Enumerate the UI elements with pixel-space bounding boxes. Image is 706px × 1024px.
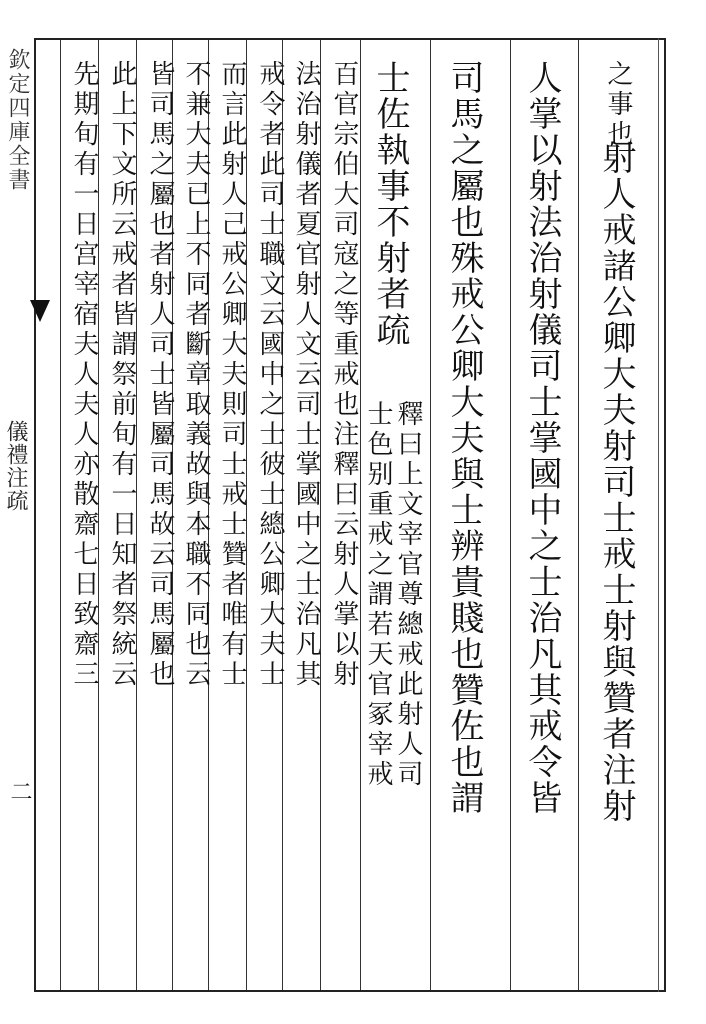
page-frame-left [34, 38, 36, 992]
text-column: 司馬之屬也殊戒公卿大夫與士辨貴賤也贊佐也謂 [444, 60, 484, 816]
commentary-column: 此上下文所云戒者皆謂祭前旬有一日知者祭統云 [107, 60, 137, 690]
page-frame-bottom [34, 990, 666, 992]
fish-tail-mark [30, 300, 50, 322]
page-frame-top [34, 38, 666, 40]
commentary-column: 百官宗伯大司寇之等重戒也注釋曰云射人掌以射 [329, 60, 359, 690]
column-rule [430, 40, 431, 990]
text-column: 之事也 [603, 60, 633, 150]
commentary-column: 釋曰上文宰官尊總戒此射人司 [393, 400, 423, 790]
commentary-column: 而言此射人己戒公卿大夫則司士戒士贊者唯有士 [217, 60, 247, 690]
column-rule [578, 40, 579, 990]
commentary-column: 法治射儀者夏官射人文云司士掌國中之士治凡其 [291, 60, 321, 690]
commentary-column: 戒令者此司士職文云國中之士彼士總公卿大夫士 [255, 60, 285, 690]
text-column: 士佐執事不射者疏 [370, 60, 410, 348]
book-title: 儀禮注疏 [3, 420, 28, 512]
text-column: 人掌以射法治射儀司士掌國中之士治凡其戒令皆 [522, 60, 562, 816]
column-rule [510, 40, 511, 990]
commentary-column: 不兼大夫已上不同者斷章取義故與本職不同也云 [181, 60, 211, 690]
commentary-column: 先期旬有一日宫宰宿夫人夫人亦散齋七日致齋三 [69, 60, 99, 690]
collection-title: 欽定四庫全書 [5, 48, 30, 192]
page-frame-right-inner [658, 38, 659, 992]
page-frame-right [664, 38, 666, 992]
commentary-column: 士色别重戒之謂若天官冢宰戒 [363, 400, 393, 790]
column-rule [60, 40, 61, 990]
commentary-column: 皆司馬之屬也者射人司士皆屬司馬故云司馬屬也 [145, 60, 175, 690]
page-number: 二 [7, 780, 32, 802]
text-column: 射人戒諸公卿大夫射司士戒士射與贊者注射 [596, 140, 636, 824]
